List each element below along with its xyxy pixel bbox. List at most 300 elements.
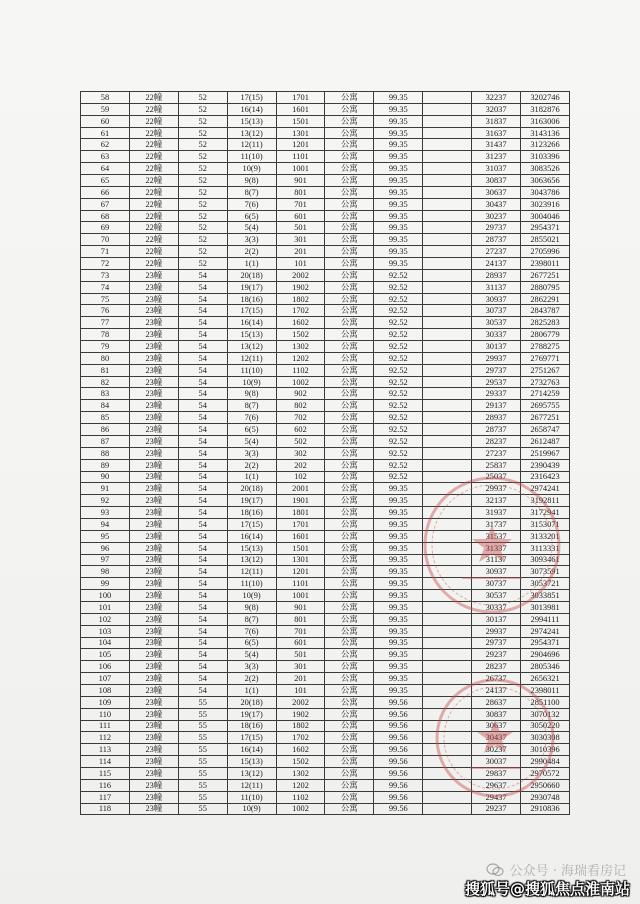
usage-cell: 公寓 — [325, 198, 374, 210]
total-price-cell: 2714259 — [521, 388, 570, 400]
row-number-cell: 117 — [81, 791, 130, 803]
area-cell: 99.35 — [374, 507, 423, 519]
row-number-cell: 76 — [81, 305, 130, 317]
total-price-cell: 2656321 — [521, 673, 570, 685]
code-cell: 54 — [178, 566, 227, 578]
blank-cell — [423, 435, 472, 447]
total-price-cell: 2862291 — [521, 293, 570, 305]
code-cell: 54 — [178, 352, 227, 364]
building-cell: 23幢 — [129, 352, 178, 364]
code-cell: 55 — [178, 779, 227, 791]
building-cell: 23幢 — [129, 756, 178, 768]
room-cell: 1601 — [276, 530, 325, 542]
blank-cell — [423, 341, 472, 353]
unit-price-cell: 31137 — [472, 281, 521, 293]
table-row — [81, 388, 570, 400]
building-cell: 22幢 — [129, 210, 178, 222]
floor-cell: 15(13) — [227, 542, 276, 554]
building-cell: 23幢 — [129, 293, 178, 305]
building-cell: 22幢 — [129, 234, 178, 246]
row-number-cell: 80 — [81, 352, 130, 364]
unit-price-cell: 24137 — [472, 684, 521, 696]
blank-cell — [423, 720, 472, 732]
usage-cell: 公寓 — [325, 341, 374, 353]
room-cell: 2002 — [276, 269, 325, 281]
row-number-cell: 106 — [81, 661, 130, 673]
row-number-cell: 84 — [81, 400, 130, 412]
unit-price-cell: 31137 — [472, 554, 521, 566]
building-cell: 23幢 — [129, 530, 178, 542]
total-price-cell: 3153071 — [521, 518, 570, 530]
row-number-cell: 95 — [81, 530, 130, 542]
area-cell: 99.35 — [374, 566, 423, 578]
unit-price-cell: 30737 — [472, 578, 521, 590]
usage-cell: 公寓 — [325, 673, 374, 685]
unit-price-cell: 29737 — [472, 222, 521, 234]
area-cell: 99.35 — [374, 186, 423, 198]
unit-price-cell: 31337 — [472, 542, 521, 554]
building-cell: 23幢 — [129, 673, 178, 685]
table-row — [81, 696, 570, 708]
price-list-table — [80, 91, 570, 815]
building-cell: 23幢 — [129, 281, 178, 293]
row-number-cell: 64 — [81, 163, 130, 175]
total-price-cell: 3050220 — [521, 720, 570, 732]
total-price-cell: 2677251 — [521, 269, 570, 281]
table-row — [81, 601, 570, 613]
table-row — [81, 210, 570, 222]
room-cell: 202 — [276, 459, 325, 471]
building-cell: 23幢 — [129, 269, 178, 281]
table-row — [81, 637, 570, 649]
floor-cell: 9(8) — [227, 175, 276, 187]
usage-cell: 公寓 — [325, 281, 374, 293]
row-number-cell: 60 — [81, 115, 130, 127]
code-cell: 55 — [178, 708, 227, 720]
floor-cell: 9(8) — [227, 388, 276, 400]
blank-cell — [423, 364, 472, 376]
row-number-cell: 85 — [81, 412, 130, 424]
table-row — [81, 649, 570, 661]
unit-price-cell: 30837 — [472, 175, 521, 187]
room-cell: 801 — [276, 186, 325, 198]
unit-price-cell: 30737 — [472, 305, 521, 317]
code-cell: 54 — [178, 329, 227, 341]
blank-cell — [423, 376, 472, 388]
total-price-cell: 3030308 — [521, 732, 570, 744]
blank-cell — [423, 542, 472, 554]
unit-price-cell: 28737 — [472, 234, 521, 246]
room-cell: 1501 — [276, 115, 325, 127]
building-cell: 23幢 — [129, 364, 178, 376]
floor-cell: 12(11) — [227, 779, 276, 791]
row-number-cell: 63 — [81, 151, 130, 163]
room-cell: 2002 — [276, 696, 325, 708]
row-number-cell: 66 — [81, 186, 130, 198]
room-cell: 201 — [276, 246, 325, 258]
area-cell: 92.52 — [374, 388, 423, 400]
area-cell: 99.56 — [374, 779, 423, 791]
blank-cell — [423, 317, 472, 329]
room-cell: 1002 — [276, 803, 325, 815]
room-cell: 1102 — [276, 364, 325, 376]
building-cell: 22幢 — [129, 92, 178, 104]
room-cell: 301 — [276, 234, 325, 246]
building-cell: 23幢 — [129, 483, 178, 495]
total-price-cell: 2390439 — [521, 459, 570, 471]
blank-cell — [423, 269, 472, 281]
usage-cell: 公寓 — [325, 352, 374, 364]
room-cell: 901 — [276, 175, 325, 187]
blank-cell — [423, 767, 472, 779]
wechat-watermark — [486, 860, 626, 879]
code-cell: 54 — [178, 424, 227, 436]
building-cell: 23幢 — [129, 495, 178, 507]
wechat-icon — [486, 863, 504, 877]
building-cell: 23幢 — [129, 471, 178, 483]
code-cell: 55 — [178, 744, 227, 756]
code-cell: 55 — [178, 803, 227, 815]
code-cell: 54 — [178, 281, 227, 293]
code-cell: 52 — [178, 103, 227, 115]
unit-price-cell: 31037 — [472, 163, 521, 175]
building-cell: 22幢 — [129, 186, 178, 198]
area-cell: 92.52 — [374, 459, 423, 471]
area-cell: 92.52 — [374, 269, 423, 281]
code-cell: 52 — [178, 92, 227, 104]
room-cell: 702 — [276, 412, 325, 424]
area-cell: 99.35 — [374, 495, 423, 507]
row-number-cell: 89 — [81, 459, 130, 471]
blank-cell — [423, 518, 472, 530]
blank-cell — [423, 92, 472, 104]
room-cell: 1101 — [276, 151, 325, 163]
row-number-cell: 72 — [81, 258, 130, 270]
code-cell: 54 — [178, 435, 227, 447]
area-cell: 92.52 — [374, 424, 423, 436]
row-number-cell: 92 — [81, 495, 130, 507]
building-cell: 23幢 — [129, 329, 178, 341]
unit-price-cell: 32137 — [472, 495, 521, 507]
row-number-cell: 104 — [81, 637, 130, 649]
total-price-cell: 3033851 — [521, 590, 570, 602]
usage-cell: 公寓 — [325, 744, 374, 756]
code-cell: 54 — [178, 471, 227, 483]
blank-cell — [423, 483, 472, 495]
unit-price-cell: 28637 — [472, 696, 521, 708]
unit-price-cell: 30137 — [472, 613, 521, 625]
table-row — [81, 92, 570, 104]
table-row — [81, 732, 570, 744]
floor-cell: 7(6) — [227, 412, 276, 424]
total-price-cell: 3192811 — [521, 495, 570, 507]
building-cell: 23幢 — [129, 696, 178, 708]
floor-cell: 20(18) — [227, 696, 276, 708]
total-price-cell: 2705996 — [521, 246, 570, 258]
total-price-cell: 2769771 — [521, 352, 570, 364]
room-cell: 501 — [276, 649, 325, 661]
usage-cell: 公寓 — [325, 696, 374, 708]
unit-price-cell: 25837 — [472, 459, 521, 471]
floor-cell: 5(4) — [227, 649, 276, 661]
area-cell: 99.35 — [374, 222, 423, 234]
floor-cell: 10(9) — [227, 590, 276, 602]
sohu-watermark: 搜狐号@搜狐焦点淮南站 — [464, 880, 630, 898]
floor-cell: 8(7) — [227, 186, 276, 198]
building-cell: 22幢 — [129, 139, 178, 151]
floor-cell: 2(2) — [227, 246, 276, 258]
blank-cell — [423, 791, 472, 803]
unit-price-cell: 30237 — [472, 744, 521, 756]
unit-price-cell: 29537 — [472, 376, 521, 388]
floor-cell: 7(6) — [227, 198, 276, 210]
row-number-cell: 90 — [81, 471, 130, 483]
floor-cell: 17(15) — [227, 518, 276, 530]
unit-price-cell: 24137 — [472, 258, 521, 270]
unit-price-cell: 30937 — [472, 293, 521, 305]
table-row — [81, 329, 570, 341]
room-cell: 302 — [276, 447, 325, 459]
total-price-cell: 2970572 — [521, 767, 570, 779]
row-number-cell: 115 — [81, 767, 130, 779]
floor-cell: 6(5) — [227, 637, 276, 649]
row-number-cell: 102 — [81, 613, 130, 625]
total-price-cell: 2974241 — [521, 483, 570, 495]
code-cell: 54 — [178, 625, 227, 637]
building-cell: 22幢 — [129, 151, 178, 163]
code-cell: 52 — [178, 258, 227, 270]
total-price-cell: 3133201 — [521, 530, 570, 542]
area-cell: 99.35 — [374, 518, 423, 530]
code-cell: 54 — [178, 507, 227, 519]
blank-cell — [423, 554, 472, 566]
table-row — [81, 613, 570, 625]
total-price-cell: 2880795 — [521, 281, 570, 293]
table-row — [81, 756, 570, 768]
table-row — [81, 222, 570, 234]
total-price-cell: 2677251 — [521, 412, 570, 424]
area-cell: 99.35 — [374, 163, 423, 175]
blank-cell — [423, 471, 472, 483]
unit-price-cell: 28237 — [472, 661, 521, 673]
total-price-cell: 2950660 — [521, 779, 570, 791]
row-number-cell: 100 — [81, 590, 130, 602]
area-cell: 99.35 — [374, 673, 423, 685]
building-cell: 23幢 — [129, 613, 178, 625]
floor-cell: 5(4) — [227, 435, 276, 447]
unit-price-cell: 29937 — [472, 625, 521, 637]
total-price-cell: 2974241 — [521, 625, 570, 637]
blank-cell — [423, 293, 472, 305]
blank-cell — [423, 175, 472, 187]
building-cell: 23幢 — [129, 720, 178, 732]
code-cell: 54 — [178, 376, 227, 388]
room-cell: 1202 — [276, 352, 325, 364]
room-cell: 901 — [276, 601, 325, 613]
total-price-cell: 2695755 — [521, 400, 570, 412]
area-cell: 99.56 — [374, 708, 423, 720]
table-row — [81, 435, 570, 447]
table-row — [81, 507, 570, 519]
table-row — [81, 151, 570, 163]
room-cell: 1602 — [276, 317, 325, 329]
code-cell: 54 — [178, 400, 227, 412]
room-cell: 502 — [276, 435, 325, 447]
room-cell: 601 — [276, 637, 325, 649]
usage-cell: 公寓 — [325, 518, 374, 530]
usage-cell: 公寓 — [325, 625, 374, 637]
blank-cell — [423, 412, 472, 424]
total-price-cell: 2930748 — [521, 791, 570, 803]
unit-price-cell: 30537 — [472, 317, 521, 329]
unit-price-cell: 31637 — [472, 127, 521, 139]
usage-cell: 公寓 — [325, 388, 374, 400]
floor-cell: 15(13) — [227, 756, 276, 768]
table-row — [81, 791, 570, 803]
unit-price-cell: 32037 — [472, 103, 521, 115]
area-cell: 99.35 — [374, 139, 423, 151]
floor-cell: 15(13) — [227, 115, 276, 127]
room-cell: 1202 — [276, 779, 325, 791]
total-price-cell: 2519967 — [521, 447, 570, 459]
usage-cell: 公寓 — [325, 459, 374, 471]
blank-cell — [423, 530, 472, 542]
row-number-cell: 58 — [81, 92, 130, 104]
floor-cell: 13(12) — [227, 767, 276, 779]
code-cell: 55 — [178, 767, 227, 779]
floor-cell: 5(4) — [227, 222, 276, 234]
table-row — [81, 341, 570, 353]
floor-cell: 15(13) — [227, 329, 276, 341]
code-cell: 55 — [178, 756, 227, 768]
total-price-cell: 3043786 — [521, 186, 570, 198]
total-price-cell: 3013981 — [521, 601, 570, 613]
usage-cell: 公寓 — [325, 376, 374, 388]
unit-price-cell: 30137 — [472, 341, 521, 353]
unit-price-cell: 30537 — [472, 590, 521, 602]
usage-cell: 公寓 — [325, 732, 374, 744]
area-cell: 92.52 — [374, 471, 423, 483]
usage-cell: 公寓 — [325, 661, 374, 673]
usage-cell: 公寓 — [325, 554, 374, 566]
code-cell: 54 — [178, 542, 227, 554]
building-cell: 22幢 — [129, 175, 178, 187]
area-cell: 99.35 — [374, 554, 423, 566]
building-cell: 23幢 — [129, 459, 178, 471]
unit-price-cell: 31937 — [472, 507, 521, 519]
row-number-cell: 93 — [81, 507, 130, 519]
building-cell: 23幢 — [129, 744, 178, 756]
building-cell: 23幢 — [129, 708, 178, 720]
row-number-cell: 110 — [81, 708, 130, 720]
floor-cell: 1(1) — [227, 258, 276, 270]
floor-cell: 12(11) — [227, 566, 276, 578]
usage-cell: 公寓 — [325, 613, 374, 625]
building-cell: 22幢 — [129, 246, 178, 258]
table-row — [81, 186, 570, 198]
room-cell: 701 — [276, 625, 325, 637]
blank-cell — [423, 696, 472, 708]
area-cell: 99.56 — [374, 696, 423, 708]
code-cell: 55 — [178, 696, 227, 708]
usage-cell: 公寓 — [325, 791, 374, 803]
table-row — [81, 744, 570, 756]
total-price-cell: 3182876 — [521, 103, 570, 115]
usage-cell: 公寓 — [325, 507, 374, 519]
row-number-cell: 99 — [81, 578, 130, 590]
room-cell: 301 — [276, 661, 325, 673]
blank-cell — [423, 566, 472, 578]
table-row — [81, 625, 570, 637]
table-row — [81, 139, 570, 151]
unit-price-cell: 32237 — [472, 92, 521, 104]
row-number-cell: 87 — [81, 435, 130, 447]
blank-cell — [423, 186, 472, 198]
blank-cell — [423, 673, 472, 685]
area-cell: 99.35 — [374, 542, 423, 554]
unit-price-cell: 26737 — [472, 673, 521, 685]
usage-cell: 公寓 — [325, 127, 374, 139]
row-number-cell: 73 — [81, 269, 130, 281]
room-cell: 1902 — [276, 281, 325, 293]
total-price-cell: 2851100 — [521, 696, 570, 708]
usage-cell: 公寓 — [325, 317, 374, 329]
row-number-cell: 88 — [81, 447, 130, 459]
table-row — [81, 364, 570, 376]
usage-cell: 公寓 — [325, 246, 374, 258]
area-cell: 99.35 — [374, 483, 423, 495]
floor-cell: 8(7) — [227, 613, 276, 625]
room-cell: 1501 — [276, 542, 325, 554]
area-cell: 99.35 — [374, 613, 423, 625]
table-row — [81, 281, 570, 293]
floor-cell: 13(12) — [227, 341, 276, 353]
row-number-cell: 107 — [81, 673, 130, 685]
blank-cell — [423, 625, 472, 637]
floor-cell: 11(10) — [227, 791, 276, 803]
area-cell: 92.52 — [374, 400, 423, 412]
area-cell: 99.35 — [374, 649, 423, 661]
blank-cell — [423, 779, 472, 791]
floor-cell: 3(3) — [227, 661, 276, 673]
code-cell: 54 — [178, 269, 227, 281]
table-row — [81, 554, 570, 566]
unit-price-cell: 29637 — [472, 779, 521, 791]
area-cell: 99.35 — [374, 661, 423, 673]
building-cell: 23幢 — [129, 578, 178, 590]
code-cell: 54 — [178, 649, 227, 661]
area-cell: 99.35 — [374, 210, 423, 222]
table-row — [81, 483, 570, 495]
code-cell: 52 — [178, 210, 227, 222]
total-price-cell: 2843787 — [521, 305, 570, 317]
code-cell: 52 — [178, 186, 227, 198]
usage-cell: 公寓 — [325, 175, 374, 187]
floor-cell: 9(8) — [227, 601, 276, 613]
unit-price-cell: 30837 — [472, 708, 521, 720]
blank-cell — [423, 352, 472, 364]
total-price-cell: 2788275 — [521, 341, 570, 353]
usage-cell: 公寓 — [325, 649, 374, 661]
code-cell: 54 — [178, 601, 227, 613]
area-cell: 99.56 — [374, 720, 423, 732]
unit-price-cell: 29437 — [472, 791, 521, 803]
row-number-cell: 61 — [81, 127, 130, 139]
usage-cell: 公寓 — [325, 364, 374, 376]
usage-cell: 公寓 — [325, 186, 374, 198]
table-row — [81, 305, 570, 317]
blank-cell — [423, 388, 472, 400]
